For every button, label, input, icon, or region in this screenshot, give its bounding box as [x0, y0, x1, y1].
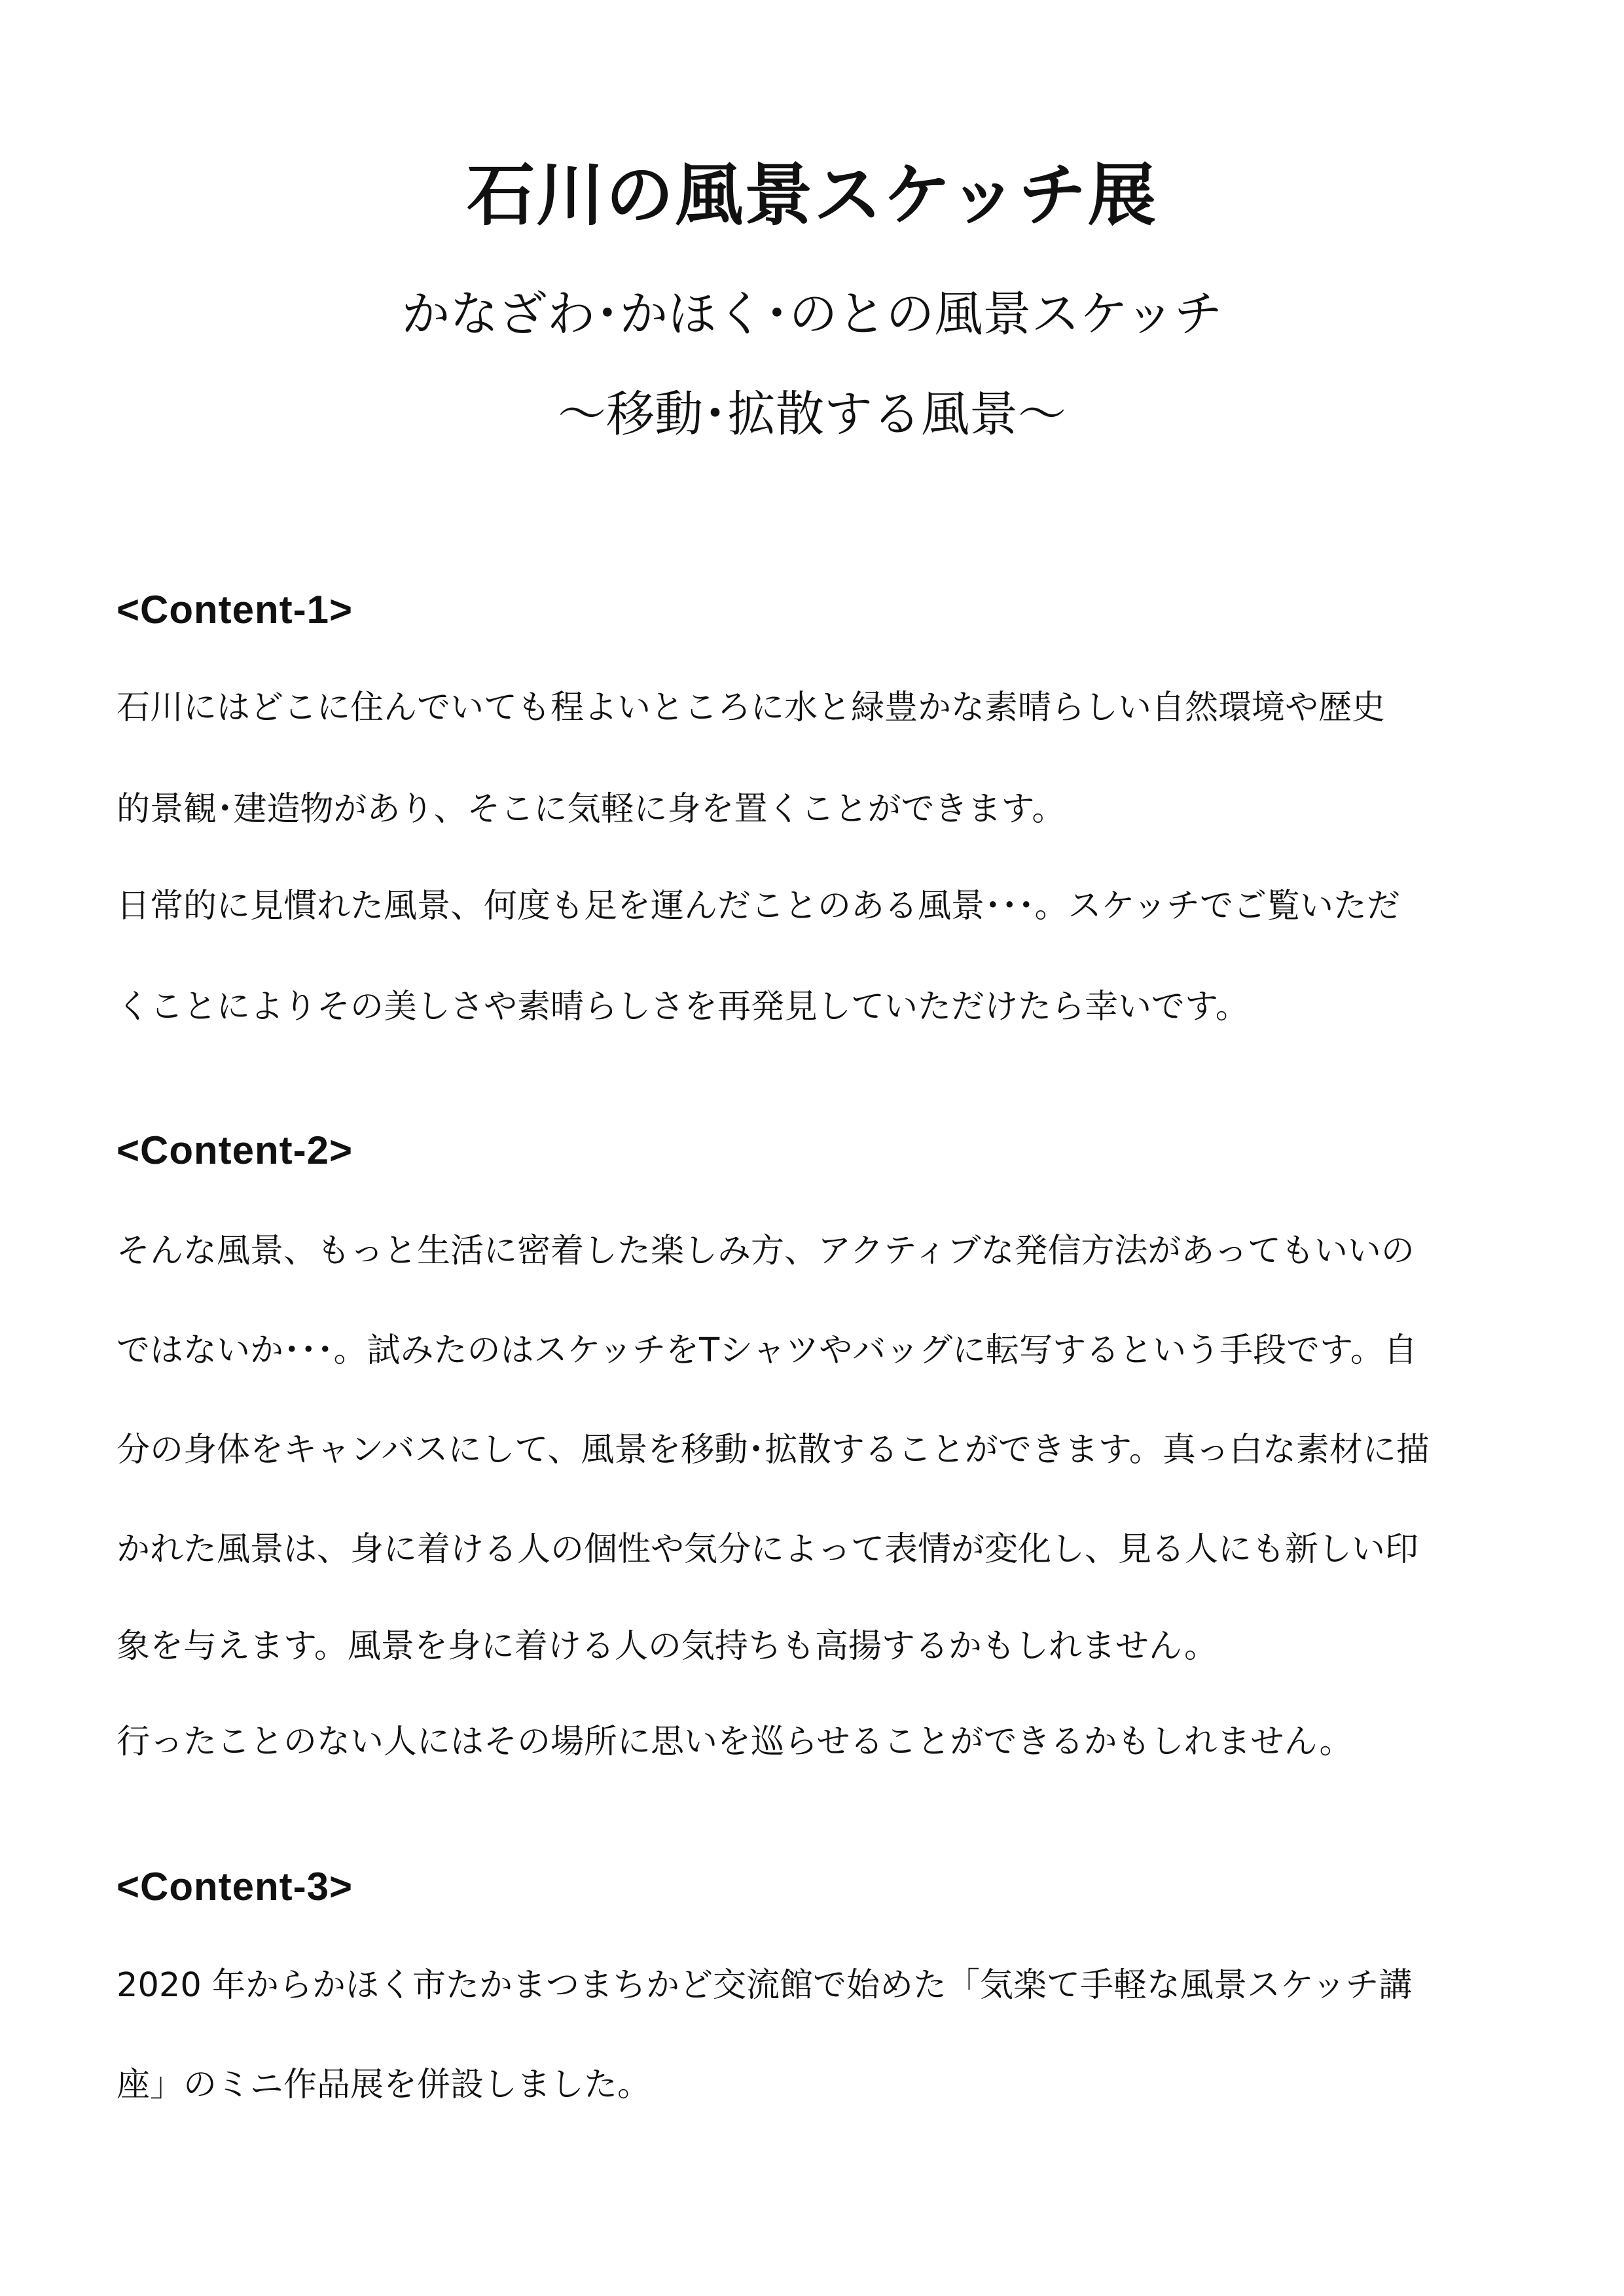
section-heading-content-2: <Content-2>	[117, 1128, 353, 1172]
paragraph-line: 石川にはどこに住んでいても程よいところに水と緑豊かな素晴らしい自然環境や歴史	[117, 689, 1386, 727]
paragraph-line: 行ったことのない人にはその場所に思いを巡らせることができるかもしれません。	[117, 1723, 1353, 1761]
document-title: 石川の風景スケッチ展	[467, 155, 1157, 235]
paragraph-line: 座」のミニ作品展を併設しました。	[117, 2066, 651, 2104]
paragraph-line: 的景観･建造物があり、そこに気軽に身を置くことができます。	[117, 790, 1066, 829]
paragraph-line: ではないか･･･。試みたのはスケッチをTシャツやバッグに転写するという手段です。自	[117, 1331, 1418, 1370]
document-subtitle: かなざわ･かほく･のとの風景スケッチ	[401, 286, 1223, 342]
section-heading-content-1: <Content-1>	[117, 588, 353, 632]
paragraph-line: 2020 年からかほく市たかまつまちかど交流館で始めた「気楽て手軽な風景スケッチ講	[117, 1966, 1413, 2005]
paragraph-line: そんな風景、もっと生活に密着した楽しみ方、アクティブな発信方法があってもいいの	[117, 1232, 1415, 1270]
paragraph-line: 日常的に見慣れた風景、何度も足を運んだことのある風景･･･。スケッチでご覧いただ	[117, 887, 1400, 925]
paragraph-line: くことによりその美しさや素晴らしさを再発見していただけたら幸いです。	[117, 988, 1249, 1026]
paragraph-line: 象を与えます。風景を身に着ける人の気持ちも高揚するかもしれません。	[117, 1627, 1218, 1666]
section-heading-content-3: <Content-3>	[117, 1865, 353, 1909]
document-subtitle-tagline: ～移動･拡散する風景～	[558, 386, 1066, 442]
paragraph-line: 分の身体をキャンバスにして、風景を移動･拡散することができます。真っ白な素材に描	[117, 1431, 1430, 1469]
paragraph-line: かれた風景は、身に着ける人の個性や気分によって表情が変化し、見る人にも新しい印	[117, 1530, 1419, 1569]
